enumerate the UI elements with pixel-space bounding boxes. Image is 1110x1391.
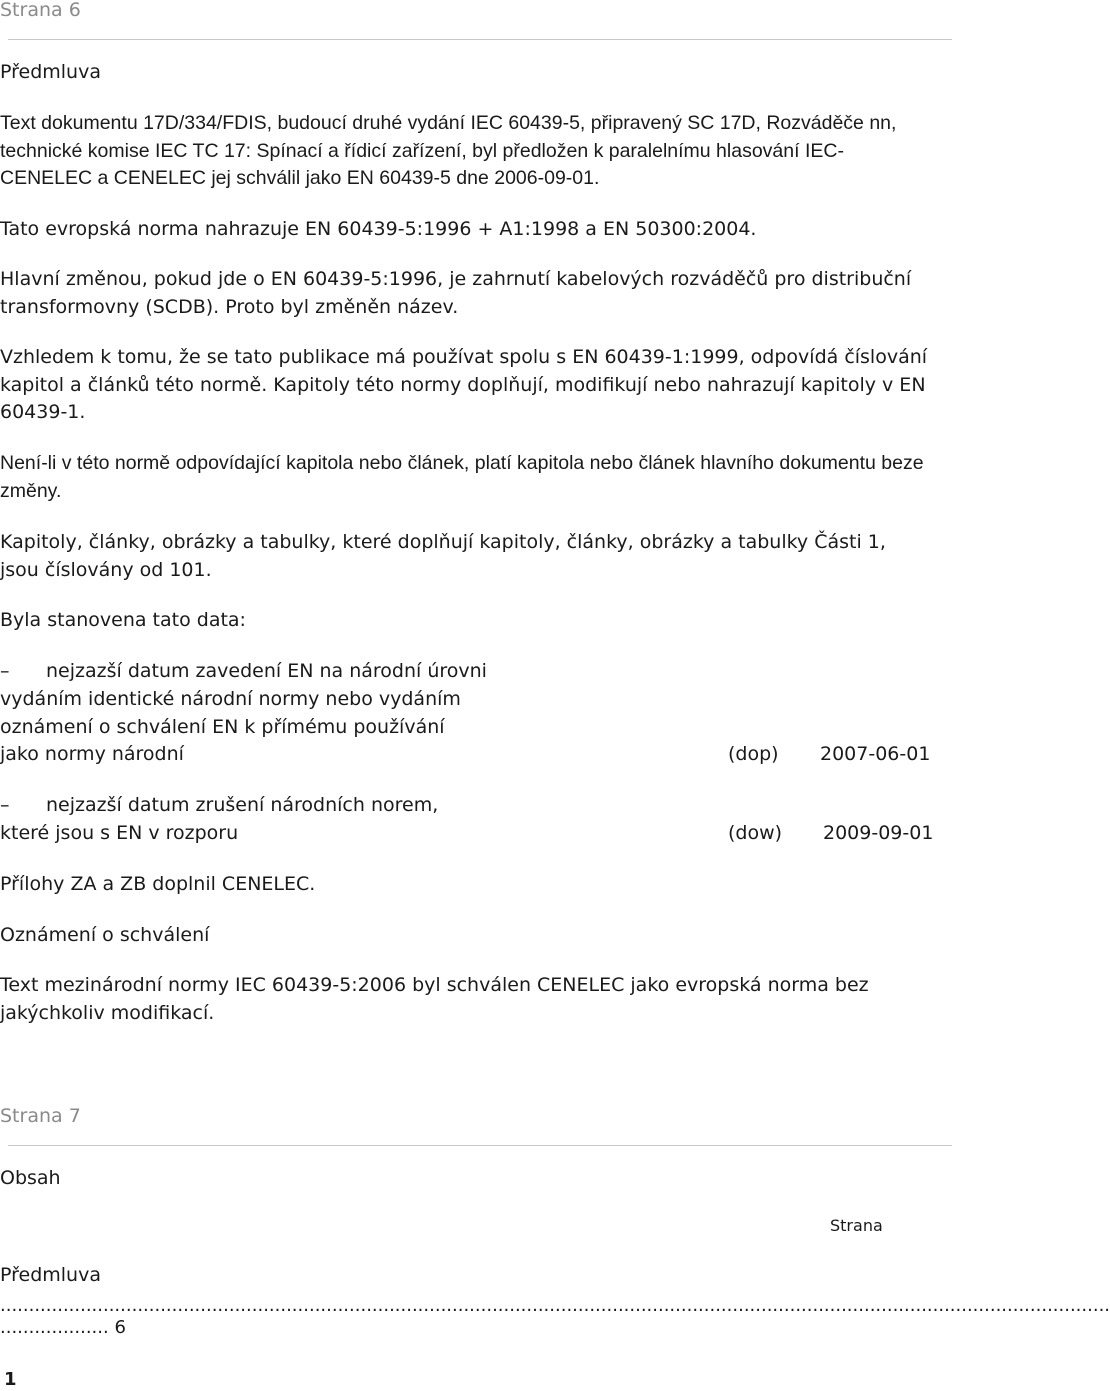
paragraph: Vzhledem k tomu, že se tato publikace má používat spolu s EN 60439-1:1999, odpovídá číslování kapitol a článků této normě. Kapitoly této normy doplňují, modifikují nebo nahrazují kapitoly v EN 60439-1. bbox=[0, 346, 928, 423]
page-divider bbox=[8, 39, 952, 40]
date-item-text: oznámení o schválení EN k přímému používání bbox=[0, 716, 445, 738]
paragraph: Není-li v této normě odpovídající kapitola nebo článek, platí kapitola nebo článek hlavního dokumentu beze změny. bbox=[0, 452, 924, 502]
date-item-text: nejzazší datum zavedení EN na národní úrovni bbox=[46, 660, 487, 682]
paragraph: Text dokumentu 17D/334/FDIS, budoucí druhé vydání IEC 60439-5, připravený SC 17D, Rozváděče nn, technické komise IEC TC 17: Spínací a řídicí zařízení, byl předložen k paralelnímu hlasování IEC-CENELEC a CENELEC jej schválil jako EN 60439-5 dne 2006-09-01. bbox=[0, 112, 897, 189]
toc-entry-title[interactable]: Předmluva bbox=[0, 1264, 101, 1286]
date-item-text: jako normy národní bbox=[0, 743, 184, 765]
date-item-text: vydáním identické národní normy nebo vydáním bbox=[0, 688, 461, 710]
date-code: (dow) bbox=[728, 822, 783, 844]
subheading: Oznámení o schválení bbox=[0, 924, 210, 946]
toc-column-header: Strana bbox=[830, 1216, 883, 1235]
page-label: Strana 7 bbox=[0, 1105, 81, 1127]
toc-entry-page[interactable] bbox=[0, 1318, 200, 1338]
paragraph: Kapitoly, články, obrázky a tabulky, které doplňují kapitoly, články, obrázky a tabulky Části 1, jsou číslovány od 101. bbox=[0, 531, 886, 581]
date-item-text: nejzazší datum zrušení národních norem, bbox=[46, 794, 439, 816]
paragraph: Text mezinárodní normy IEC 60439-5:2006 byl schválen CENELEC jako evropská norma bez jakýchkoliv modifikací. bbox=[0, 974, 869, 1024]
paragraph: Hlavní změnou, pokud jde o EN 60439-5:1996, je zahrnutí kabelových rozváděčů pro distribuční transformovny (SCDB). Proto byl změněn název. bbox=[0, 268, 912, 318]
toc-leader-dots: .................................................................................................................................................................................................. bbox=[0, 1295, 1110, 1316]
page-divider bbox=[8, 1145, 952, 1146]
date-item-dow bbox=[0, 792, 438, 820]
page-number: 1 bbox=[4, 1369, 17, 1390]
section-heading: Předmluva bbox=[0, 61, 101, 83]
page-label: Strana 6 bbox=[0, 0, 81, 21]
toc-heading: Obsah bbox=[0, 1167, 61, 1189]
toc-leader-dots: ................... bbox=[0, 1317, 109, 1338]
list-dash: – bbox=[0, 794, 10, 816]
date-code: (dop) bbox=[728, 743, 779, 765]
date-item-text: které jsou s EN v rozporu bbox=[0, 822, 239, 844]
toc-page-number: 6 bbox=[114, 1317, 126, 1338]
paragraph: Přílohy ZA a ZB doplnil CENELEC. bbox=[0, 873, 316, 895]
paragraph: Byla stanovena tato data: bbox=[0, 609, 246, 631]
list-dash: – bbox=[0, 660, 10, 682]
date-value: 2009-09-01 bbox=[823, 822, 934, 844]
paragraph: Tato evropská norma nahrazuje EN 60439-5:1996 + A1:1998 a EN 50300:2004. bbox=[0, 218, 757, 240]
date-item-dop bbox=[0, 658, 487, 686]
date-value: 2007-06-01 bbox=[820, 743, 931, 765]
